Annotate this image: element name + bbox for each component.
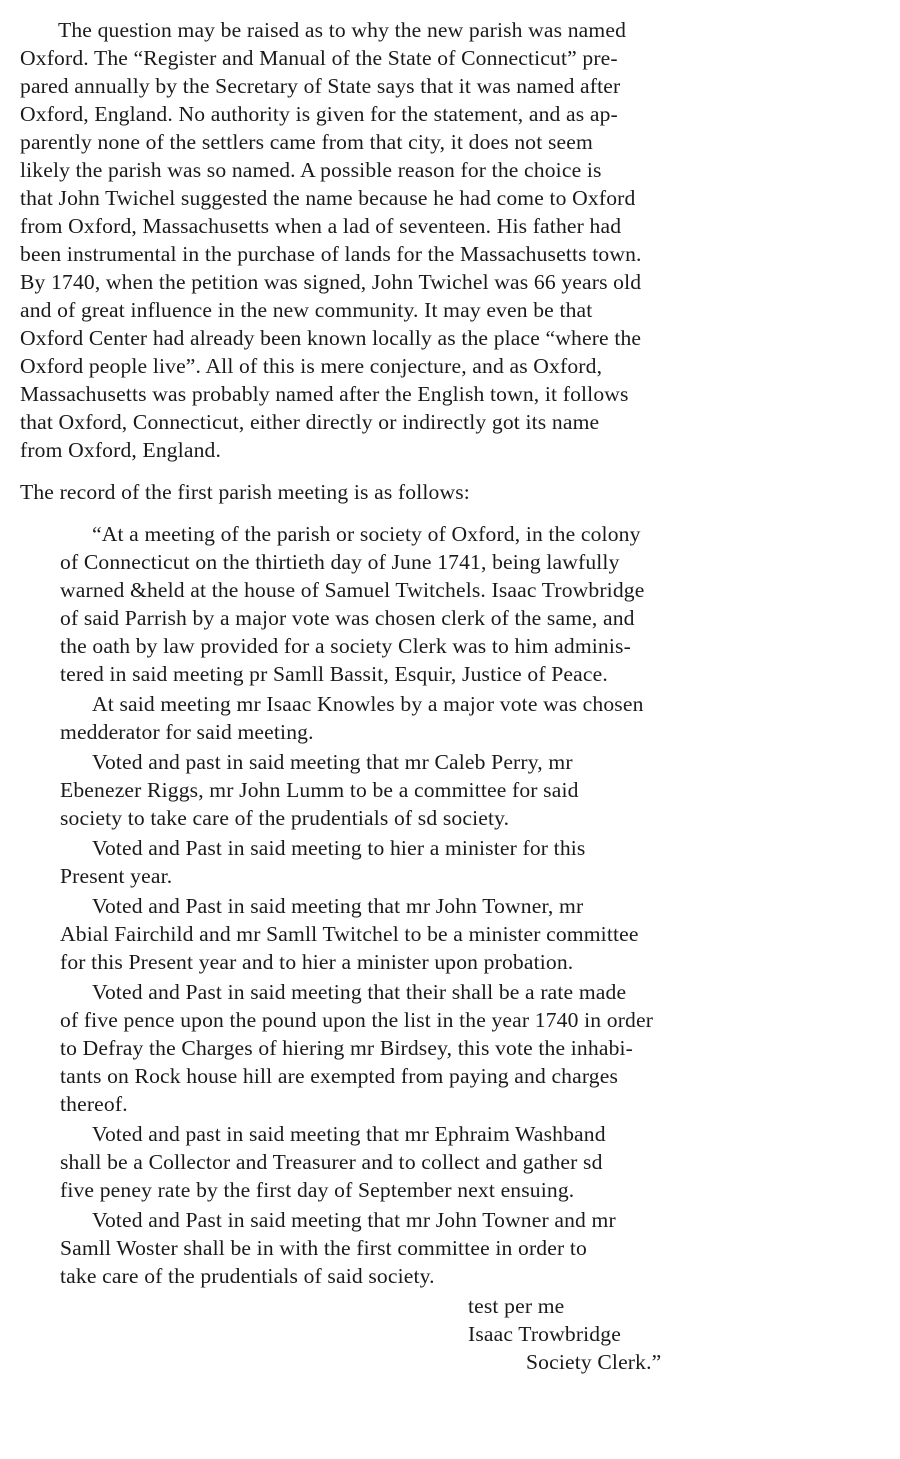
text-line: from Oxford, England. (20, 438, 222, 462)
quote-line: Samll Woster shall be in with the first committee in order to (60, 1236, 587, 1260)
quote-line: “At a meeting of the parish or society of Oxford, in the colony (92, 522, 641, 546)
text-line: Oxford, England. No authority is given for the statement, and as ap- (20, 102, 618, 126)
text-line: The record of the first parish meeting is as follows: (20, 480, 470, 504)
text-line: likely the parish was so named. A possible reason for the choice is (20, 158, 602, 182)
quote-line: for this Present year and to hier a minister upon probation. (60, 950, 574, 974)
text-line: Oxford people live”. All of this is mere conjecture, and as Oxford, (20, 354, 603, 378)
quote-line: the oath by law provided for a society Clerk was to him adminis- (60, 634, 631, 658)
quote-line: of said Parrish by a major vote was chosen clerk of the same, and (60, 606, 635, 630)
quote-line: warned &held at the house of Samuel Twitchels. Isaac Trowbridge (60, 578, 645, 602)
quote-line: Present year. (60, 864, 173, 888)
quote-line: thereof. (60, 1092, 128, 1116)
quote-line: Voted and past in said meeting that mr Ephraim Washband (92, 1122, 606, 1146)
quote-line: five peney rate by the first day of September next ensuing. (60, 1178, 575, 1202)
text-line: and of great influence in the new community. It may even be that (20, 298, 593, 322)
text-line: that Oxford, Connecticut, either directly or indirectly got its name (20, 410, 600, 434)
quote-line: medderator for said meeting. (60, 720, 314, 744)
text-line: Oxford Center had already been known locally as the place “where the (20, 326, 642, 350)
text-line: The question may be raised as to why the new parish was named (58, 18, 627, 42)
quote-line: Ebenezer Riggs, mr John Lumm to be a committee for said (60, 778, 579, 802)
quote-line: tered in said meeting pr Samll Bassit, Esquir, Justice of Peace. (60, 662, 608, 686)
text-line: from Oxford, Massachusetts when a lad of seventeen. His father had (20, 214, 622, 238)
quote-line: Voted and past in said meeting that mr Caleb Perry, mr (92, 750, 573, 774)
signature-title: Society Clerk.” (526, 1350, 662, 1374)
signature-attest: test per me (468, 1294, 565, 1318)
quote-line: take care of the prudentials of said society. (60, 1264, 435, 1288)
quote-line: of five pence upon the pound upon the list in the year 1740 in order (60, 1008, 654, 1032)
quote-line: to Defray the Charges of hiering mr Birdsey, this vote the inhabi- (60, 1036, 634, 1060)
quote-line: of Connecticut on the thirtieth day of June 1741, being lawfully (60, 550, 620, 574)
quote-line: society to take care of the prudentials of sd society. (60, 806, 510, 830)
text-line: that John Twichel suggested the name because he had come to Oxford (20, 186, 636, 210)
quote-line: Voted and Past in said meeting that their shall be a rate made (92, 980, 627, 1004)
quote-line: shall be a Collector and Treasurer and to collect and gather sd (60, 1150, 603, 1174)
text-line: parently none of the settlers came from that city, it does not seem (20, 130, 593, 154)
quote-line: Voted and Past in said meeting that mr John Towner, mr (92, 894, 584, 918)
text-line: pared annually by the Secretary of State says that it was named after (20, 74, 621, 98)
quote-line: Voted and Past in said meeting to hier a minister for this (92, 836, 586, 860)
text-line: been instrumental in the purchase of lands for the Massachusetts town. (20, 242, 642, 266)
quote-line: tants on Rock house hill are exempted from paying and charges (60, 1064, 619, 1088)
text-line: Massachusetts was probably named after the English town, it follows (20, 382, 629, 406)
text-line: By 1740, when the petition was signed, John Twichel was 66 years old (20, 270, 642, 294)
text-line: Oxford. The “Register and Manual of the State of Connecticut” pre- (20, 46, 618, 70)
signature-name: Isaac Trowbridge (468, 1322, 621, 1346)
quote-line: At said meeting mr Isaac Knowles by a major vote was chosen (92, 692, 644, 716)
quote-line: Abial Fairchild and mr Samll Twitchel to be a minister committee (60, 922, 639, 946)
quote-line: Voted and Past in said meeting that mr John Towner and mr (92, 1208, 616, 1232)
